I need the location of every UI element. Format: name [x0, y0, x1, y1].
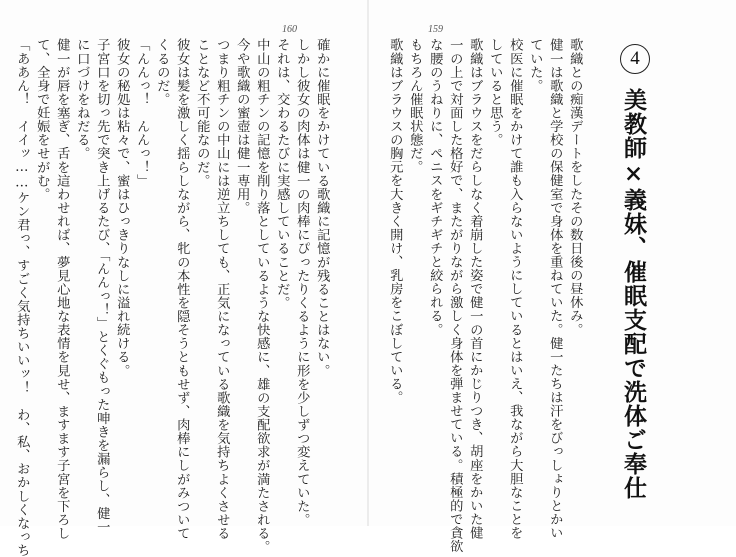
- text-line: 確かに催眠をかけている歌織に記憶が残ることはない。: [314, 38, 330, 378]
- text-line: していると思う。: [487, 38, 503, 147]
- text-line: 彼女は髪を激しく揺らしながら、牝の本性を隠そうともせず、肉棒にしがみついて: [174, 38, 190, 540]
- right-page-number: 159: [428, 24, 443, 35]
- text-line: 「ああん！ イイッ……ケン君っ、すごく気持ちいいッ！ わ、私、おかしくなっち: [14, 38, 30, 557]
- text-line: 子宮口を切っ先で突き上げるたび、「んんっ！」とくぐもった呻きを漏らし、健一: [94, 38, 110, 534]
- chapter-title: 美教師×義妹、催眠支配で洗体ご奉仕: [620, 88, 647, 500]
- left-page-number: 160: [282, 24, 297, 35]
- chapter-number-badge: 4: [620, 44, 650, 74]
- text-line: しかし彼女の肉体は健一の肉棒にぴったりくるように形を少しずつ変えていた。: [294, 38, 310, 527]
- text-line: ていた。: [527, 38, 543, 93]
- text-line: て、全身で妊娠をせがむ。: [34, 38, 50, 201]
- page-gutter: [367, 0, 369, 526]
- text-line: な腰のうねりに、ペニスをギチギチと絞られる。: [427, 38, 443, 337]
- text-line: 「んんっ！ んんっ！」: [134, 38, 150, 188]
- text-line: 歌織はブラウスをだらしなく着崩した姿で健一の首にかじりつき、胡座をかいた健: [467, 38, 483, 540]
- text-line: 健一は歌織と学校の保健室で身体を重ねていた。健一たちは汗をびっしょりとかい: [547, 38, 563, 540]
- text-line: もちろん催眠状態だ。: [407, 38, 423, 174]
- text-line: 健一が唇を塞ぎ、舌を這わせれば、夢見心地な表情を見せ、ますます子宮を下ろし: [54, 38, 70, 540]
- text-line: くるのだ。: [154, 38, 170, 106]
- text-line: 歌織はブラウスの胸元を大きく開け、乳房をこぼしている。: [387, 38, 403, 404]
- text-line: に口づけをねだる。: [74, 38, 90, 161]
- text-line: それは、交わるたびに実感していることだ。: [274, 38, 290, 310]
- text-line: つまり粗チンの中山には逆立ちしても、正気になっている歌織を気持ちよくさせる: [214, 38, 230, 540]
- text-line: ことなど不可能なのだ。: [194, 38, 210, 188]
- text-line: 彼女の秘処は粘々で、蜜はひっきりなしに溢れ続ける。: [114, 38, 130, 378]
- text-line: 中山の粗チンの記憶を削り落としているような快感に、雄の支配欲求が満たされる。: [254, 38, 270, 554]
- text-line: 歌織との痴漢デートをしたその数日後の昼休み。: [567, 38, 583, 337]
- text-line: 一の上で対面した格好で、またがりながら激しく身体を弾ませている。積極的で貪欲: [447, 38, 463, 553]
- text-line: 今や歌織の蜜壺は健一専用。: [234, 38, 250, 215]
- text-line: 校医に催眠をかけて誰も入らないようにしているとはいえ、我ながら大胆なことを: [507, 38, 523, 540]
